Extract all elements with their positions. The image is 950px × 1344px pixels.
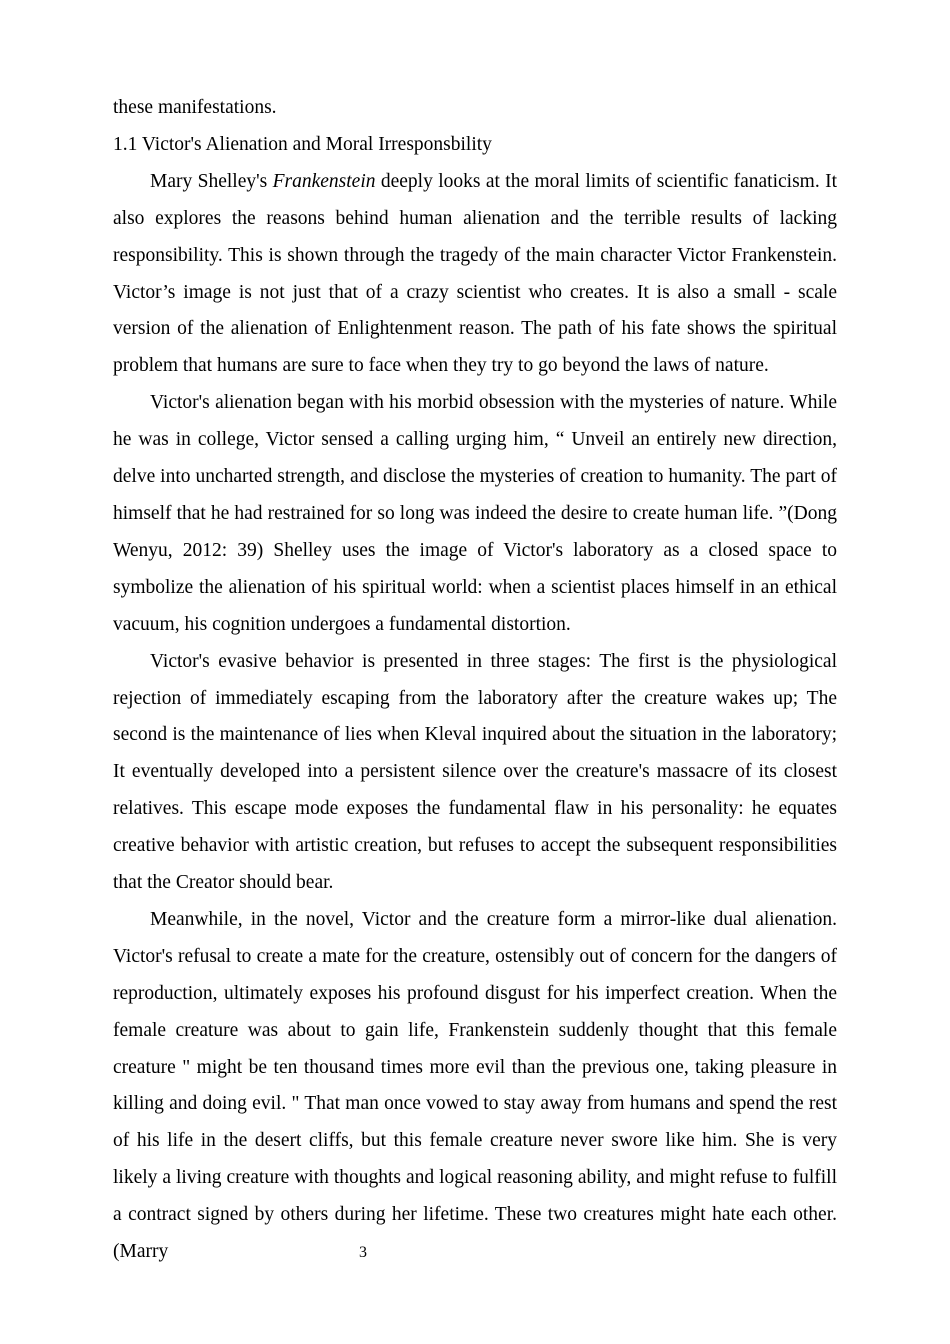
paragraph-mary-shelley xyxy=(113,164,837,385)
paragraph-evasive-behavior: Victor's evasive behavior is presented in three stages: The first is the physiological rejection of immediately escaping from the laboratory after the creature wakes up; The second is the maintenance of lies when Kleval inquired about the situation in the laboratory; It eventually developed into a persistent silence over the creature's massacre of its closest relatives. This escape mode exposes the fundamental flaw in his personality: he equates creative behavior with artistic creation, but refuses to accept the subsequent responsibilities that the Creator should bear. xyxy=(113,650,837,894)
paragraph-victors-alienation: Victor's alienation began with his morbid obsession with the mysteries of nature. While he was in college, Victor sensed a calling urging him, “ Unveil an entirely new direction, delve into uncharted strength, and disclose the mysteries of creation to humanity. The part of himself that he had restrained for so long was indeed the desire to create human life. ”(Dong Wenyu, 2012: 39) Shelley uses the image of Victor's laboratory as a closed space to symbolize the alienation of his spiritual world: when a scientist places himself in an ethical vacuum, his cognition undergoes a fundamental distortion. xyxy=(113,392,837,635)
book-title-italic: Frankenstein xyxy=(272,170,376,192)
section-heading: 1.1 Victor's Alienation and Moral Irresponsbility xyxy=(113,133,492,155)
paragraph-1-text-before: Mary Shelley's xyxy=(150,170,273,192)
page-text-column xyxy=(113,90,837,1271)
paragraph-dual-alienation: Meanwhile, in the novel, Victor and the creature form a mirror-like dual alienation. Victor's refusal to create a mate for the creature, ostensibly out of concern for the dangers of reproduction, ultimately exposes his profound disgust for his imperfect creation. When the female creature was about to gain life, Frankenstein suddenly thought that this female creature " might be ten thousand times more evil than the previous one, taking pleasure in killing and doing evil. " That man once vowed to stay away from humans and spend the rest of his life in the desert cliffs, but this female creature never swore like him. She is very likely a living creature with thoughts and logical reasoning ability, and might refuse to fulfill a contract signed by others during her lifetime. These two creatures might hate each other. (Marry xyxy=(113,908,837,1263)
page-number: 3 xyxy=(359,1244,367,1261)
paragraph-1-text-after: deeply looks at the moral limits of scientific fanaticism. It also explores the reasons behind human alienation and the terrible results of lacking responsibility. This is shown through the tragedy of the main character Victor Frankenstein. Victor’s image is not just that of a crazy scientist who creates. It is also a small - scale version of the alienation of Enlightenment reason. The path of his fate shows the spiritual problem that humans are sure to face when they try to go beyond the laws of nature. xyxy=(113,170,837,377)
continuation-paragraph: these manifestations. xyxy=(113,97,277,118)
